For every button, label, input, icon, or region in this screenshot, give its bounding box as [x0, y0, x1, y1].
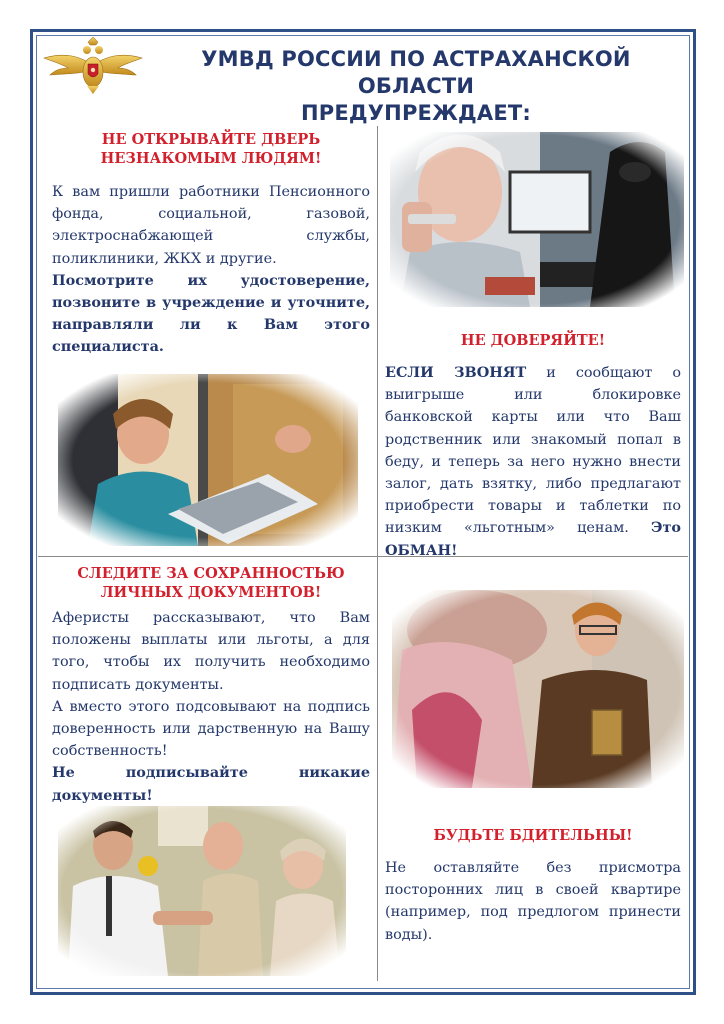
documents-heading	[52, 564, 370, 602]
column-divider	[377, 126, 378, 981]
header-line1: УМВД РОССИИ ПО АСТРАХАНСКОЙ ОБЛАСТИ	[201, 47, 631, 98]
header-line2: ПРЕДУПРЕЖДАЕТ:	[300, 101, 532, 125]
poster-header	[146, 46, 686, 127]
door-photo	[58, 374, 358, 546]
documents-heading-line2: ЛИЧНЫХ ДОКУМЕНТОВ!	[100, 584, 322, 601]
trust-heading: НЕ ДОВЕРЯЙТЕ!	[460, 332, 606, 349]
vigilant-heading: БУДЬТЕ БДИТЕЛЬНЫ!	[433, 827, 633, 844]
door-text	[52, 181, 370, 359]
police-eagle-emblem-icon	[42, 36, 144, 96]
stranger-water-photo	[392, 590, 684, 788]
door-heading-line2: НЕЗНАКОМЫМ ЛЮДЯМ!	[100, 150, 322, 167]
trust-text-bold-start: ЕСЛИ ЗВОНЯТ	[385, 364, 527, 381]
door-heading	[52, 130, 370, 168]
documents-text-2: А вместо этого подсовывают на подпись доверенность или дарственную на Вашу собственность!	[52, 698, 370, 760]
documents-text-bold: Не подписывайте никакие документы!	[52, 764, 370, 804]
trust-text-bold-end: Это ОБМАН!	[385, 519, 681, 559]
door-text-bold: Посмотрите их удостоверение, позвоните в учреждение и уточните, направляли ли к Вам этого специалиста.	[52, 271, 370, 356]
phone-scam-photo	[390, 132, 684, 307]
trust-text	[385, 362, 681, 562]
vigilant-text	[385, 857, 681, 946]
documents-heading-line1: СЛЕДИТЕ ЗА СОХРАННОСТЬЮ	[77, 565, 345, 582]
door-text-regular: К вам пришли работники Пенсионного фонда, социальной, газовой, электроснабжающей службы, поликлиники, ЖКХ и другие.	[52, 184, 370, 267]
signing-photo	[58, 806, 346, 976]
vigilant-text-regular: Не оставляйте без присмотра посторонних лиц в своей квартире (например, под предлогом принести воды).	[385, 860, 681, 943]
door-heading-line1: НЕ ОТКРЫВАЙТЕ ДВЕРЬ	[101, 131, 321, 148]
documents-text	[52, 607, 370, 807]
trust-text-regular: и сообщают о выигрыше или блокировке банковской карты или что Ваш родственник или знакомый попал в беду, и теперь за него нужно внести залог, дать взятку, либо предлагают приобрести товары и таблетки по низким «льготным» ценам.	[385, 365, 681, 537]
documents-text-1: Аферисты рассказывают, что Вам положены выплаты или льготы, а для того, чтобы их получить необходимо подписать документы.	[52, 610, 370, 693]
